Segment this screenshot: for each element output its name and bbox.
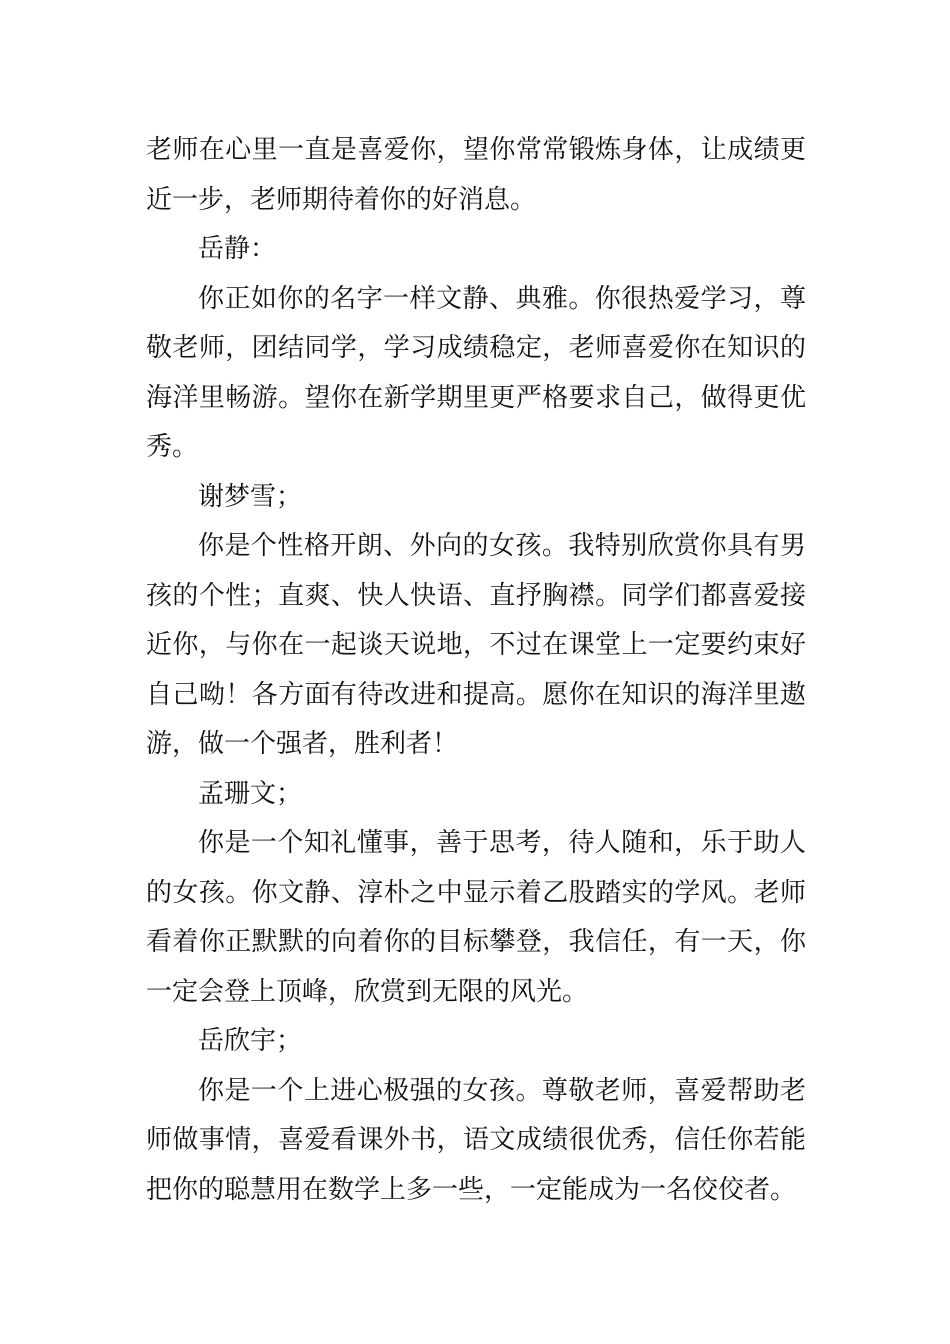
comment-paragraph-xie-mengxue: 你是个性格开朗、外向的女孩。我特别欣赏你具有男孩的个性；直爽、快人快语、直抒胸襟。同学们都喜爱接近你，与你在一起谈天说地，不过在课堂上一定要约束好自己呦！各方面有待改进和提高。愿你在知识的海洋里遨游，做一个强者，胜利者！ [146, 531, 806, 759]
document-page [146, 126, 806, 1215]
comment-paragraph-yue-jing: 你正如你的名字一样文静、典雅。你很热爱学习，尊敬老师，团结同学，学习成绩稳定，老师喜爱你在知识的海洋里畅游。望你在新学期里更严格要求自己，做得更优秀。 [146, 283, 806, 462]
comment-paragraph-yue-xinyu: 你是一个上进心极强的女孩。尊敬老师，喜爱帮助老师做事情，喜爱看课外书，语文成绩很优秀，信任你若能把你的聪慧用在数学上多一些，一定能成为一名佼佼者。 [146, 1075, 806, 1205]
comment-paragraph-meng-shanwen: 你是一个知礼懂事，善于思考，待人随和，乐于助人的女孩。你文静、淳朴之中显示着乙股踏实的学风。老师看着你正默默的向着你的目标攀登，我信任，有一天，你一定会登上顶峰，欣赏到无限的风光。 [146, 828, 806, 1007]
student-name-yue-xinyu: 岳欣宇； [198, 1026, 303, 1056]
student-name-xie-mengxue: 谢梦雪； [198, 481, 303, 512]
comment-paragraph-continued: 老师在心里一直是喜爱你，望你常常锻炼身体，让成绩更近一步，老师期待着你的好消息。 [146, 135, 806, 215]
student-name-meng-shanwen: 孟珊文； [198, 778, 303, 809]
student-name-yue-jing: 岳静： [198, 234, 277, 264]
